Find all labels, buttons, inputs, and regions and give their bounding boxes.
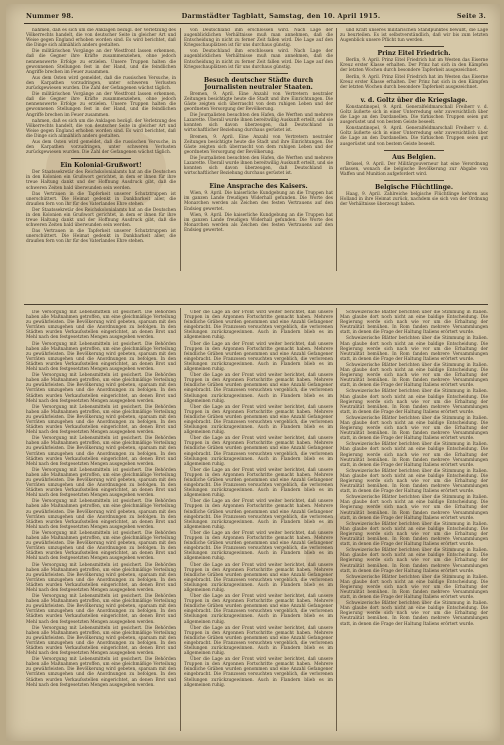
masthead-rule [24,23,488,24]
lower-column-2 [184,310,333,730]
article-paragraph: Über die Lage an der Front wird weiter berichtet, daß unsere Truppen in den Argonnen Fortschritte gemacht haben. Mehrere feindliche Gräben wurden genommen und eine Anzahl Gefangener eingebracht. Die Franzosen versuchten vergeblich, die verlorenen Stellungen zurückzugewinnen. Auch in Flandern blieb es im allgemeinen ruhig. [184,657,333,688]
section-separator [384,93,443,94]
article-paragraph: Wien, 9. April. Die kaiserliche Kundgebung an die Truppen hat im ganzen Lande freudigen Widerhall gefunden. Die Worte des Monarchen werden als Zeichen des festen Vertrauens auf den Endsieg gewertet. [184,212,333,233]
article-paragraph: Haag, 9. April. Zahlreiche belgische Flüchtlinge kehren aus Holland in ihre Heimat zurück, nachdem sie sich von der Ordnung der Verhältnisse überzeugt haben. [340,191,488,208]
article-heading: Belgische Flüchtlinge. [374,183,454,191]
article-paragraph: Über die Lage an der Front wird weiter berichtet, daß unsere Truppen in den Argonnen Fortschritte gemacht haben. Mehrere feindliche Gräben wurden genommen und eine Anzahl Gefangener eingebracht. Die Franzosen versuchten vergeblich, die verlorenen Stellungen zurückzugewinnen. Auch in Flandern blieb es im allgemeinen ruhig. [184,530,333,562]
section-separator [384,180,443,181]
article-paragraph: Die Versorgung mit Lebensmitteln ist gesichert. Die Behörden haben alle Maßnahmen getroffen, um eine gleichmäßige Verteilung zu gewährleisten. Die Bevölkerung wird gebeten, sparsam mit den Vorräten umzugehen und die Anordnungen zu befolgen. In den Städten wurden Verkaufsstellen eingerichtet, an denen Brot und Mehl nach den festgesetzten Mengen ausgegeben werden. [26,404,176,436]
article-paragraph: Das Vertrauen in die Tapferkeit unserer Schutztruppen ist unerschüttert. Die Heimat gedenkt in Dankbarkeit aller, die draußen fern von ihr für des Vaterlandes Ehre stehen. [26,191,176,207]
section-separator [71,158,131,159]
article-heading: Besuch deutscher Städte durch Journalisten neutraler Staaten. [203,76,314,91]
article-paragraph: Die Journalisten besuchten den Hafen, die Werften und mehrere Lazarette. Überall wurde ihnen bereitwillig Auskunft erteilt, und sie konnten sich davon überzeugen, daß Deutschland in wirtschaftlicher Beziehung durchaus gerüstet ist. [184,113,333,134]
article-paragraph: Schweizerische Blätter berichten über die Stimmung in Italien. Man glaube dort noch nicht an eine baldige Entscheidung. Die Regierung werde sich nach wie vor um die Erhaltung der Neutralität bemühen. In Rom fanden mehrere Versammlungen statt, in denen die Frage der Haltung Italiens erörtert wurde. [340,601,488,627]
article-paragraph: Der Staatssekretär des Reichskolonialamts hat an die Deutschen in den Kolonien ein Grußwort gerichtet, in dem er ihnen für ihre treue Haltung dankt und der Hoffnung Ausdruck gibt, daß die schweren Zeiten bald überwunden sein werden. [26,170,176,191]
newspaper-title: Darmstädter Tagblatt, Samstag, den 10. April 1915. [181,12,381,20]
article-paragraph: Über die Lage an der Front wird weiter berichtet, daß unsere Truppen in den Argonnen Fortschritte gemacht haben. Mehrere feindliche Gräben wurden genommen und eine Anzahl Gefangener eingebracht. Die Franzosen versuchten vergeblich, die verlorenen Stellungen zurückzugewinnen. Auch in Flandern blieb es im allgemeinen ruhig. [184,562,333,593]
article-paragraph: Schweizerische Blätter berichten über die Stimmung in Italien. Man glaube dort noch nicht an eine baldige Entscheidung. Die Regierung werde sich nach wie vor um die Erhaltung der Neutralität bemühen. In Rom fanden mehrere Versammlungen statt, in denen die Frage der Haltung Italiens erörtert wurde. [340,548,488,574]
article-paragraph: Konstantinopel, 9. April. Generalfeldmarschall Freiherr v. d. Goltz äußerte sich in einer Unterredung sehr zuversichtlich über die Lage an den Dardanellen. Die türkischen Truppen seien gut ausgerüstet und von bestem Geiste beseelt. [340,126,488,147]
column-rule [336,28,337,271]
article-paragraph: Die Versorgung mit Lebensmitteln ist gesichert. Die Behörden haben alle Maßnahmen getroffen, um eine gleichmäßige Verteilung zu gewährleisten. Die Bevölkerung wird gebeten, sparsam mit den Vorräten umzugehen und die Anordnungen zu befolgen. In den Städten wurden Verkaufsstellen eingerichtet, an denen Brot und Mehl nach den festgesetzten Mengen ausgegeben werden. [26,530,176,562]
article-paragraph: Schweizerische Blätter berichten über die Stimmung in Italien. Man glaube dort noch nicht an eine baldige Entscheidung. Die Regierung werde sich nach wie vor um die Erhaltung der Neutralität bemühen. In Rom fanden mehrere Versammlungen statt, in denen die Frage der Haltung Italiens erörtert wurde. [340,468,488,495]
article-paragraph: Die Versorgung mit Lebensmitteln ist gesichert. Die Behörden haben alle Maßnahmen getroffen, um eine gleichmäßige Verteilung zu gewährleisten. Die Bevölkerung wird gebeten, sparsam mit den Vorräten umzugehen und die Anordnungen zu befolgen. In den Städten wurden Verkaufsstellen eingerichtet, an denen Brot und Mehl nach den festgesetzten Mengen ausgegeben werden. [26,373,176,404]
article-paragraph: Über die Lage an der Front wird weiter berichtet, daß unsere Truppen in den Argonnen Fortschritte gemacht haben. Mehrere feindliche Gräben wurden genommen und eine Anzahl Gefangener eingebracht. Die Franzosen versuchten vergeblich, die verlorenen Stellungen zurückzugewinnen. Auch in Flandern blieb es im allgemeinen ruhig. [184,594,333,625]
article-paragraph: Schweizerische Blätter berichten über die Stimmung in Italien. Man glaube dort noch nicht an eine baldige Entscheidung. Die Regierung werde sich nach wie vor um die Erhaltung der Neutralität bemühen. In Rom fanden mehrere Versammlungen statt, in denen die Frage der Haltung Italiens erörtert wurde. [340,574,488,601]
article-paragraph: Schweizerische Blätter berichten über die Stimmung in Italien. Man glaube dort noch nicht an eine baldige Entscheidung. Die Regierung werde sich nach wie vor um die Erhaltung der Neutralität bemühen. In Rom fanden mehrere Versammlungen statt, in denen die Frage der Haltung Italiens erörtert wurde. [340,521,488,548]
article-paragraph: Die Versorgung mit Lebensmitteln ist gesichert. Die Behörden haben alle Maßnahmen getroffen, um eine gleichmäßige Verteilung zu gewährleisten. Die Bevölkerung wird gebeten, sparsam mit den Vorräten umzugehen und die Anordnungen zu befolgen. In den Städten wurden Verkaufsstellen eingerichtet, an denen Brot und Mehl nach den festgesetzten Mengen ausgegeben werden. [26,499,176,530]
article-paragraph: Das Vertrauen in die Tapferkeit unserer Schutztruppen ist unerschüttert. Die Heimat gedenkt in Dankbarkeit aller, die draußen fern von ihr für des Vaterlandes Ehre stehen. [26,229,176,245]
article-paragraph: von Deutschland ihm erschlossen wird. Nach Lage der augenblicklichen Verhältnisse muß man annehmen, daß die Entscheidung in nicht zu ferner Zeit fallen wird. Die Lage auf den Kriegsschauplätzen ist für uns durchaus günstig. [184,49,333,70]
article-paragraph: Schweizerische Blätter berichten über die Stimmung in Italien. Man glaube dort noch nicht an eine baldige Entscheidung. Die Regierung werde sich nach wie vor um die Erhaltung der Neutralität bemühen. In Rom fanden mehrere Versammlungen statt, in denen die Frage der Haltung Italiens erörtert wurde. [340,389,488,415]
column-2 [184,28,333,303]
article-paragraph: Bremen, 9. April. Eine Anzahl von Vertretern neutraler Zeitungen besichtigte heute die Stadt und ihre Einrichtungen. Die Gäste zeigten sich überrascht von dem ruhigen Leben und der geordneten Versorgung der Bevölkerung. [184,134,333,155]
article-paragraph: und Kraft unseres militärischen Standpunktes bewußt, die Lage zu beurteilen. Es ist selbstverständlich, daß wir bis zum letzten Augenblick unsere Pflicht tun werden. [340,28,488,44]
article-heading: Prinz Eitel Friedrich. [377,50,451,58]
article-paragraph: Berlin, 9. April. Prinz Eitel Friedrich hat im Westen das Eiserne Kreuz erster Klasse erhalten. Der Prinz hat sich in den Kämpfen der letzten Wochen durch besondere Tapferkeit ausgezeichnet. [340,74,488,90]
section-separator [384,150,443,151]
section-separator [384,46,443,47]
article-paragraph: Konstantinopel, 9. April. Generalfeldmarschall Freiherr v. d. Goltz äußerte sich in einer Unterredung sehr zuversichtlich über die Lage an den Dardanellen. Die türkischen Truppen seien gut ausgerüstet und von bestem Geiste beseelt. [340,104,488,126]
article-paragraph: von Deutschland ihm erschlossen wird. Nach Lage der augenblicklichen Verhältnisse muß man annehmen, daß die Entscheidung in nicht zu ferner Zeit fallen wird. Die Lage auf den Kriegsschauplätzen ist für uns durchaus günstig. [184,28,333,49]
article-paragraph: Schweizerische Blätter berichten über die Stimmung in Italien. Man glaube dort noch nicht an eine baldige Entscheidung. Die Regierung werde sich nach wie vor um die Erhaltung der Neutralität bemühen. In Rom fanden mehrere Versammlungen statt, in denen die Frage der Haltung Italiens erörtert wurde. [340,310,488,336]
article-paragraph: Über die Lage an der Front wird weiter berichtet, daß unsere Truppen in den Argonnen Fortschritte gemacht haben. Mehrere feindliche Gräben wurden genommen und eine Anzahl Gefangener eingebracht. Die Franzosen versuchten vergeblich, die verlorenen Stellungen zurückzugewinnen. Auch in Flandern blieb es im allgemeinen ruhig. [184,436,333,467]
article-paragraph: Bremen, 9. April. Eine Anzahl von Vertretern neutraler Zeitungen besichtigte heute die Stadt und ihre Einrichtungen. Die Gäste zeigten sich überrascht von dem ruhigen Leben und der geordneten Versorgung der Bevölkerung. [184,91,333,113]
article-heading: v. d. Goltz über die Kriegslage. [360,96,468,104]
issue-number: Nummer 98. [26,12,74,20]
article-paragraph: Über die Lage an der Front wird weiter berichtet, daß unsere Truppen in den Argonnen Fortschritte gemacht haben. Mehrere feindliche Gräben wurden genommen und eine Anzahl Gefangener eingebracht. Die Franzosen versuchten vergeblich, die verlorenen Stellungen zurückzugewinnen. Auch in Flandern blieb es im allgemeinen ruhig. [184,499,333,530]
article-paragraph: nahmen, daß es sich um die Anklagen bezügl. der Verletzung des Völkerrechts handelt, die von deutscher Seite in gleicher Art und Weise gegen England erhoben worden sind. Es wird berichtet, daß die Dinge sich allmählich anders gestalten. [26,118,176,139]
newspaper-page [6,4,500,741]
article-paragraph: nahmen, daß es sich um die Anklagen bezügl. der Verletzung des Völkerrechts handelt, die von deutscher Seite in gleicher Art und Weise gegen England erhoben worden sind. Es wird berichtet, daß die Dinge sich allmählich anders gestalten. [26,28,176,49]
article-paragraph: Aus dem Osten wird gemeldet, daß die russischen Versuche, in den Karpathen vorzudringen, unter schweren Verlusten zurückgewiesen wurden. Die Zahl der Gefangenen wächst täglich. [26,75,176,92]
article-paragraph: Die Versorgung mit Lebensmitteln ist gesichert. Die Behörden haben alle Maßnahmen getroffen, um eine gleichmäßige Verteilung zu gewährleisten. Die Bevölkerung wird gebeten, sparsam mit den Vorräten umzugehen und die Anordnungen zu befolgen. In den Städten wurden Verkaufsstellen eingerichtet, an denen Brot und Mehl nach den festgesetzten Mengen ausgegeben werden. [26,341,176,373]
article-heading: Eine Ansprache des Kaisers. [209,183,308,191]
article-paragraph: Der Staatssekretär des Reichskolonialamts hat an die Deutschen in den Kolonien ein Grußwort gerichtet, in dem er ihnen für ihre treue Haltung dankt und der Hoffnung Ausdruck gibt, daß die schweren Zeiten bald überwunden sein werden. [26,207,176,229]
article-heading: Ein Kolonial-Grußwort! [60,162,142,170]
article-heading: Aus Belgien. [392,153,436,161]
article-paragraph: Schweizerische Blätter berichten über die Stimmung in Italien. Man glaube dort noch nicht an eine baldige Entscheidung. Die Regierung werde sich nach wie vor um die Erhaltung der Neutralität bemühen. In Rom fanden mehrere Versammlungen statt, in denen die Frage der Haltung Italiens erörtert wurde. [340,336,488,362]
article-paragraph: Die Versorgung mit Lebensmitteln ist gesichert. Die Behörden haben alle Maßnahmen getroffen, um eine gleichmäßige Verteilung zu gewährleisten. Die Bevölkerung wird gebeten, sparsam mit den Vorräten umzugehen und die Anordnungen zu befolgen. In den Städten wurden Verkaufsstellen eingerichtet, an denen Brot und Mehl nach den festgesetzten Mengen ausgegeben werden. [26,625,176,657]
article-paragraph: Über die Lage an der Front wird weiter berichtet, daß unsere Truppen in den Argonnen Fortschritte gemacht haben. Mehrere feindliche Gräben wurden genommen und eine Anzahl Gefangener eingebracht. Die Franzosen versuchten vergeblich, die verlorenen Stellungen zurückzugewinnen. Auch in Flandern blieb es im allgemeinen ruhig. [184,310,333,341]
column-rule [336,308,337,731]
article-paragraph: Wien, 9. April. Die kaiserliche Kundgebung an die Truppen hat im ganzen Lande freudigen Widerhall gefunden. Die Worte des Monarchen werden als Zeichen des festen Vertrauens auf den Endsieg gewertet. [184,191,333,212]
article-paragraph: Aus dem Osten wird gemeldet, daß die russischen Versuche, in den Karpathen vorzudringen, unter schweren Verlusten zurückgewiesen wurden. Die Zahl der Gefangenen wächst täglich. [26,139,176,156]
column-rule [180,308,181,731]
section-separator [229,179,289,180]
article-paragraph: Die Versorgung mit Lebensmitteln ist gesichert. Die Behörden haben alle Maßnahmen getroffen, um eine gleichmäßige Verteilung zu gewährleisten. Die Bevölkerung wird gebeten, sparsam mit den Vorräten umzugehen und die Anordnungen zu befolgen. In den Städten wurden Verkaufsstellen eingerichtet, an denen Brot und Mehl nach den festgesetzten Mengen ausgegeben werden. [26,310,176,341]
article-paragraph: Schweizerische Blätter berichten über die Stimmung in Italien. Man glaube dort noch nicht an eine baldige Entscheidung. Die Regierung werde sich nach wie vor um die Erhaltung der Neutralität bemühen. In Rom fanden mehrere Versammlungen statt, in denen die Frage der Haltung Italiens erörtert wurde. [340,495,488,521]
article-paragraph: Über die Lage an der Front wird weiter berichtet, daß unsere Truppen in den Argonnen Fortschritte gemacht haben. Mehrere feindliche Gräben wurden genommen und eine Anzahl Gefangener eingebracht. Die Franzosen versuchten vergeblich, die verlorenen Stellungen zurückzugewinnen. Auch in Flandern blieb es im allgemeinen ruhig. [184,341,333,373]
article-paragraph: Über die Lage an der Front wird weiter berichtet, daß unsere Truppen in den Argonnen Fortschritte gemacht haben. Mehrere feindliche Gräben wurden genommen und eine Anzahl Gefangener eingebracht. Die Franzosen versuchten vergeblich, die verlorenen Stellungen zurückzugewinnen. Auch in Flandern blieb es im allgemeinen ruhig. [184,404,333,436]
article-paragraph: Die Versorgung mit Lebensmitteln ist gesichert. Die Behörden haben alle Maßnahmen getroffen, um eine gleichmäßige Verteilung zu gewährleisten. Die Bevölkerung wird gebeten, sparsam mit den Vorräten umzugehen und die Anordnungen zu befolgen. In den Städten wurden Verkaufsstellen eingerichtet, an denen Brot und Mehl nach den festgesetzten Mengen ausgegeben werden. [26,562,176,593]
column-1 [26,28,176,328]
article-paragraph: Über die Lage an der Front wird weiter berichtet, daß unsere Truppen in den Argonnen Fortschritte gemacht haben. Mehrere feindliche Gräben wurden genommen und eine Anzahl Gefangener eingebracht. Die Franzosen versuchten vergeblich, die verlorenen Stellungen zurückzugewinnen. Auch in Flandern blieb es im allgemeinen ruhig. [184,625,333,657]
section-separator [229,73,289,74]
article-paragraph: Die Versorgung mit Lebensmitteln ist gesichert. Die Behörden haben alle Maßnahmen getroffen, um eine gleichmäßige Verteilung zu gewährleisten. Die Bevölkerung wird gebeten, sparsam mit den Vorräten umzugehen und die Anordnungen zu befolgen. In den Städten wurden Verkaufsstellen eingerichtet, an denen Brot und Mehl nach den festgesetzten Mengen ausgegeben werden. [26,594,176,625]
article-paragraph: Schweizerische Blätter berichten über die Stimmung in Italien. Man glaube dort noch nicht an eine baldige Entscheidung. Die Regierung werde sich nach wie vor um die Erhaltung der Neutralität bemühen. In Rom fanden mehrere Versammlungen statt, in denen die Frage der Haltung Italiens erörtert wurde. [340,442,488,468]
section-rule [24,304,488,305]
article-paragraph: Die militärischen Vorgänge an der Westfront lassen erkennen, daß die Gegner ihre Kräfte zusammenziehen, ohne jedoch nennenswerte Erfolge zu erzielen. Unsere Truppen halten die gewonnenen Stellungen fest in der Hand, und die feindlichen Angriffe brechen im Feuer zusammen. [26,49,176,75]
article-paragraph: Berlin, 9. April. Prinz Eitel Friedrich hat im Westen das Eiserne Kreuz erster Klasse erhalten. Der Prinz hat sich in den Kämpfen der letzten Wochen durch besondere Tapferkeit ausgezeichnet. [340,58,488,74]
lower-column-1 [26,310,176,730]
page-number: Seite 3. [456,12,486,20]
article-paragraph: Über die Lage an der Front wird weiter berichtet, daß unsere Truppen in den Argonnen Fortschritte gemacht haben. Mehrere feindliche Gräben wurden genommen und eine Anzahl Gefangener eingebracht. Die Franzosen versuchten vergeblich, die verlorenen Stellungen zurückzugewinnen. Auch in Flandern blieb es im allgemeinen ruhig. [184,373,333,404]
column-3 [340,28,488,303]
article-paragraph: Schweizerische Blätter berichten über die Stimmung in Italien. Man glaube dort noch nicht an eine baldige Entscheidung. Die Regierung werde sich nach wie vor um die Erhaltung der Neutralität bemühen. In Rom fanden mehrere Versammlungen statt, in denen die Frage der Haltung Italiens erörtert wurde. [340,415,488,442]
article-paragraph: Die Versorgung mit Lebensmitteln ist gesichert. Die Behörden haben alle Maßnahmen getroffen, um eine gleichmäßige Verteilung zu gewährleisten. Die Bevölkerung wird gebeten, sparsam mit den Vorräten umzugehen und die Anordnungen zu befolgen. In den Städten wurden Verkaufsstellen eingerichtet, an denen Brot und Mehl nach den festgesetzten Mengen ausgegeben werden. [26,436,176,467]
article-paragraph: Die Versorgung mit Lebensmitteln ist gesichert. Die Behörden haben alle Maßnahmen getroffen, um eine gleichmäßige Verteilung zu gewährleisten. Die Bevölkerung wird gebeten, sparsam mit den Vorräten umzugehen und die Anordnungen zu befolgen. In den Städten wurden Verkaufsstellen eingerichtet, an denen Brot und Mehl nach den festgesetzten Mengen ausgegeben werden. [26,657,176,688]
article-paragraph: Schweizerische Blätter berichten über die Stimmung in Italien. Man glaube dort noch nicht an eine baldige Entscheidung. Die Regierung werde sich nach wie vor um die Erhaltung der Neutralität bemühen. In Rom fanden mehrere Versammlungen statt, in denen die Frage der Haltung Italiens erörtert wurde. [340,362,488,389]
article-paragraph: Brüssel, 9. April. Der Militärgouverneur hat eine Verordnung erlassen, wonach die belgische Bevölkerung zur Abgabe von Waffen und Munition aufgefordert wird. [340,161,488,177]
column-rule [180,28,181,271]
article-paragraph: Über die Lage an der Front wird weiter berichtet, daß unsere Truppen in den Argonnen Fortschritte gemacht haben. Mehrere feindliche Gräben wurden genommen und eine Anzahl Gefangener eingebracht. Die Franzosen versuchten vergeblich, die verlorenen Stellungen zurückzugewinnen. Auch in Flandern blieb es im allgemeinen ruhig. [184,467,333,499]
article-paragraph: Die militärischen Vorgänge an der Westfront lassen erkennen, daß die Gegner ihre Kräfte zusammenziehen, ohne jedoch nennenswerte Erfolge zu erzielen. Unsere Truppen halten die gewonnenen Stellungen fest in der Hand, und die feindlichen Angriffe brechen im Feuer zusammen. [26,92,176,118]
article-paragraph: Die Journalisten besuchten den Hafen, die Werften und mehrere Lazarette. Überall wurde ihnen bereitwillig Auskunft erteilt, und sie konnten sich davon überzeugen, daß Deutschland in wirtschaftlicher Beziehung durchaus gerüstet ist. [184,155,333,177]
article-paragraph: Die Versorgung mit Lebensmitteln ist gesichert. Die Behörden haben alle Maßnahmen getroffen, um eine gleichmäßige Verteilung zu gewährleisten. Die Bevölkerung wird gebeten, sparsam mit den Vorräten umzugehen und die Anordnungen zu befolgen. In den Städten wurden Verkaufsstellen eingerichtet, an denen Brot und Mehl nach den festgesetzten Mengen ausgegeben werden. [26,467,176,499]
lower-column-3 [340,310,488,730]
